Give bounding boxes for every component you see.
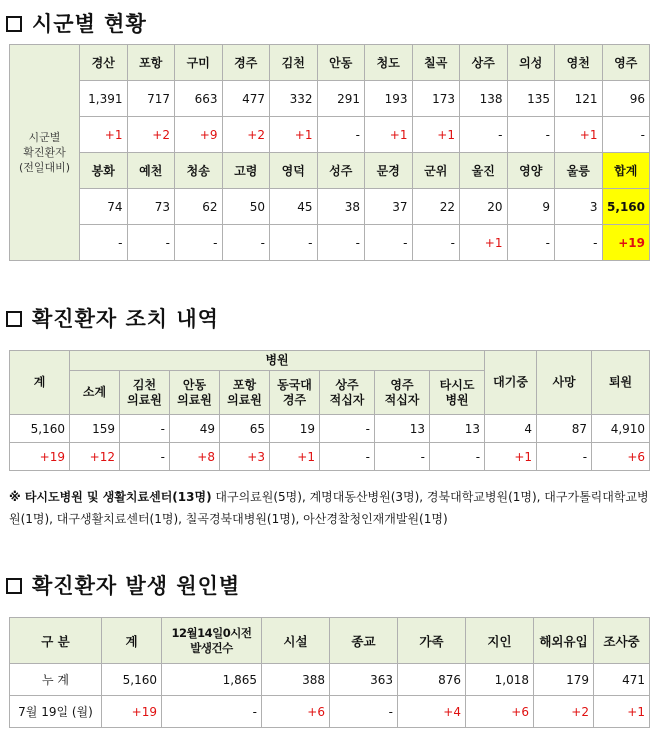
- note-text: 대구의료원(5명), 계명대동산병원(3명), 경북대학교병원(1명), 대구가톨릭대학교병원(1명), 대구생활치료센터(1명), 칠곡경북대병원(1명), 아산경찰청인재개발원(1명): [9, 490, 649, 526]
- header-row: [10, 618, 650, 664]
- city-name: 영덕: [270, 153, 318, 189]
- city-delta: -: [317, 117, 365, 153]
- cumulative-cell: 1,865: [162, 664, 262, 696]
- delta-cell: +1: [270, 443, 320, 471]
- count-cell: 5,160: [10, 415, 70, 443]
- city-name: 예천: [127, 153, 175, 189]
- city-name: 영주: [602, 45, 650, 81]
- city-name: 울릉: [555, 153, 603, 189]
- header-hospital-sub: 영주 적십자: [375, 371, 430, 415]
- count-cell: -: [120, 415, 170, 443]
- header-hospital: 병원: [70, 351, 485, 371]
- checkbox-square-icon: [6, 578, 22, 594]
- city-delta: +1: [412, 117, 460, 153]
- city-name: 영천: [555, 45, 603, 81]
- count-cell: 4,910: [592, 415, 650, 443]
- city-delta: -: [270, 225, 318, 261]
- table-row: [10, 45, 650, 81]
- cumulative-cell: 179: [534, 664, 594, 696]
- header-cell: 구 분: [10, 618, 102, 664]
- cause-table: [9, 617, 650, 728]
- city-delta: +2: [222, 117, 270, 153]
- city-count: 9: [507, 189, 555, 225]
- city-name: 봉화: [80, 153, 128, 189]
- delta-cell: -: [120, 443, 170, 471]
- table-row: [10, 117, 650, 153]
- table-row: [10, 153, 650, 189]
- cumulative-cell: 876: [398, 664, 466, 696]
- note-bold: ※ 타시도병원 및 생활치료센터(13명): [9, 490, 212, 504]
- city-delta: +1: [555, 117, 603, 153]
- section-title: 확진환자 조치 내역: [32, 307, 219, 331]
- city-delta: -: [507, 225, 555, 261]
- city-count: 62: [175, 189, 223, 225]
- row-label: 누 계: [10, 664, 102, 696]
- total-delta: +19: [602, 225, 650, 261]
- header-cell: 지인: [466, 618, 534, 664]
- total-count: 5,160: [602, 189, 650, 225]
- row-label-line: 확진환자: [23, 146, 66, 159]
- header-cell: 조사중: [594, 618, 650, 664]
- count-cell: 49: [170, 415, 220, 443]
- table-row: [10, 189, 650, 225]
- delta-cell: +6: [592, 443, 650, 471]
- table-row: [10, 664, 650, 696]
- daily-cell: +1: [594, 696, 650, 728]
- city-count: 332: [270, 81, 318, 117]
- cumulative-cell: 1,018: [466, 664, 534, 696]
- patient-actions-table: [9, 350, 650, 471]
- cumulative-cell: 363: [330, 664, 398, 696]
- city-name: 문경: [365, 153, 413, 189]
- section-title: 시군별 현황: [32, 12, 147, 36]
- header-death: 사망: [537, 351, 592, 415]
- section-heading-city-status: [6, 8, 147, 38]
- delta-cell: +12: [70, 443, 120, 471]
- daily-cell: +2: [534, 696, 594, 728]
- city-name: 칠곡: [412, 45, 460, 81]
- city-name: 영양: [507, 153, 555, 189]
- count-cell: -: [320, 415, 375, 443]
- count-cell: 13: [375, 415, 430, 443]
- hospital-note: [9, 486, 654, 530]
- city-delta: +1: [80, 117, 128, 153]
- row-label-line: 시군별: [28, 131, 61, 144]
- count-cell: 87: [537, 415, 592, 443]
- delta-cell: +3: [220, 443, 270, 471]
- city-name: 의성: [507, 45, 555, 81]
- city-count: 50: [222, 189, 270, 225]
- city-delta: -: [175, 225, 223, 261]
- section-heading-patient-actions: [6, 303, 219, 333]
- header-cell: 종교: [330, 618, 398, 664]
- city-name: 구미: [175, 45, 223, 81]
- checkbox-square-icon: [6, 311, 22, 327]
- delta-cell: -: [430, 443, 485, 471]
- city-count: 477: [222, 81, 270, 117]
- city-name: 포항: [127, 45, 175, 81]
- city-name: 울진: [460, 153, 508, 189]
- checkbox-square-icon: [6, 16, 22, 32]
- city-count: 22: [412, 189, 460, 225]
- cumulative-cell: 471: [594, 664, 650, 696]
- count-cell: 65: [220, 415, 270, 443]
- total-label: 합계: [602, 153, 650, 189]
- city-name: 고령: [222, 153, 270, 189]
- city-delta: +1: [270, 117, 318, 153]
- header-hospital-sub: 상주 적십자: [320, 371, 375, 415]
- city-count: 291: [317, 81, 365, 117]
- header-total: 계: [10, 351, 70, 415]
- city-count: 74: [80, 189, 128, 225]
- city-delta: +2: [127, 117, 175, 153]
- city-count: 38: [317, 189, 365, 225]
- delta-cell: -: [537, 443, 592, 471]
- city-count: 37: [365, 189, 413, 225]
- header-cell: 12월14일0시전 발생건수: [162, 618, 262, 664]
- city-count: 121: [555, 81, 603, 117]
- city-name: 김천: [270, 45, 318, 81]
- city-name: 청송: [175, 153, 223, 189]
- count-cell: 19: [270, 415, 320, 443]
- city-delta: -: [127, 225, 175, 261]
- cumulative-cell: 388: [262, 664, 330, 696]
- city-delta: -: [365, 225, 413, 261]
- city-delta: +9: [175, 117, 223, 153]
- city-delta: -: [80, 225, 128, 261]
- city-delta: -: [222, 225, 270, 261]
- header-hospital-sub: 포항 의료원: [220, 371, 270, 415]
- header-discharge: 퇴원: [592, 351, 650, 415]
- delta-cell: +8: [170, 443, 220, 471]
- city-status-table: [9, 44, 650, 261]
- city-name: 청도: [365, 45, 413, 81]
- count-cell: 4: [485, 415, 537, 443]
- table-row: [10, 415, 650, 443]
- daily-cell: -: [330, 696, 398, 728]
- city-count: 717: [127, 81, 175, 117]
- city-count: 73: [127, 189, 175, 225]
- header-cell: 계: [102, 618, 162, 664]
- city-delta: +1: [460, 225, 508, 261]
- header-hospital-sub: 김천 의료원: [120, 371, 170, 415]
- city-count: 663: [175, 81, 223, 117]
- table-row: [10, 443, 650, 471]
- header-hospital-sub: 타시도 병원: [430, 371, 485, 415]
- count-cell: 13: [430, 415, 485, 443]
- table-row: [10, 81, 650, 117]
- city-count: 20: [460, 189, 508, 225]
- daily-cell: +6: [466, 696, 534, 728]
- header-waiting: 대기중: [485, 351, 537, 415]
- city-count: 1,391: [80, 81, 128, 117]
- section-title: 확진환자 발생 원인별: [32, 574, 241, 598]
- header-cell: 시설: [262, 618, 330, 664]
- city-delta: -: [412, 225, 460, 261]
- city-delta: -: [460, 117, 508, 153]
- city-count: 96: [602, 81, 650, 117]
- table-row: [10, 696, 650, 728]
- city-count: 45: [270, 189, 318, 225]
- header-cell: 해외유입: [534, 618, 594, 664]
- city-count: 193: [365, 81, 413, 117]
- city-count: 135: [507, 81, 555, 117]
- row-label: 7월 19일 (월): [10, 696, 102, 728]
- city-delta: -: [555, 225, 603, 261]
- table-row: [10, 225, 650, 261]
- delta-cell: +1: [485, 443, 537, 471]
- daily-cell: +6: [262, 696, 330, 728]
- header-hospital-sub: 안동 의료원: [170, 371, 220, 415]
- city-delta: -: [602, 117, 650, 153]
- city-name: 안동: [317, 45, 365, 81]
- row-label-line: (전일대비): [18, 161, 71, 174]
- delta-cell: +19: [10, 443, 70, 471]
- city-delta: -: [317, 225, 365, 261]
- delta-cell: -: [320, 443, 375, 471]
- row-label-city-cases: [10, 45, 80, 261]
- daily-cell: +4: [398, 696, 466, 728]
- city-count: 173: [412, 81, 460, 117]
- city-count: 3: [555, 189, 603, 225]
- section-heading-cause: [6, 570, 240, 600]
- city-name: 성주: [317, 153, 365, 189]
- header-cell: 가족: [398, 618, 466, 664]
- count-cell: 159: [70, 415, 120, 443]
- city-count: 138: [460, 81, 508, 117]
- header-hospital-sub: 소계: [70, 371, 120, 415]
- city-delta: -: [507, 117, 555, 153]
- header-row: [10, 351, 650, 371]
- city-name: 경주: [222, 45, 270, 81]
- city-name: 상주: [460, 45, 508, 81]
- delta-cell: -: [375, 443, 430, 471]
- cumulative-cell: 5,160: [102, 664, 162, 696]
- city-name: 경산: [80, 45, 128, 81]
- daily-cell: +19: [102, 696, 162, 728]
- city-name: 군위: [412, 153, 460, 189]
- city-delta: +1: [365, 117, 413, 153]
- daily-cell: -: [162, 696, 262, 728]
- header-hospital-sub: 동국대 경주: [270, 371, 320, 415]
